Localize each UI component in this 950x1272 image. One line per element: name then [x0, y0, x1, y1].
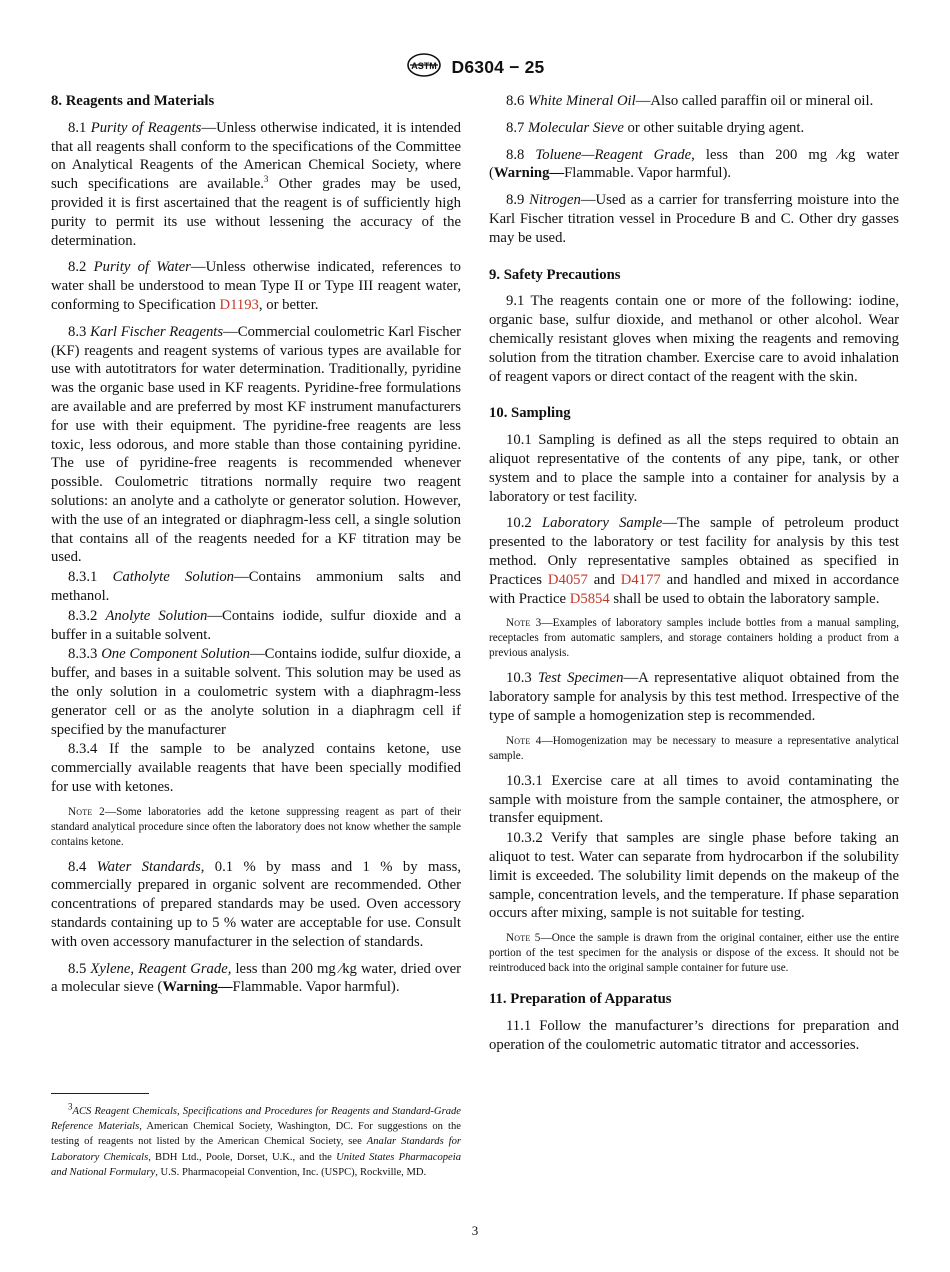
para-8-3-2: 8.3.2 Anolyte Solution—Contains iodide, sulfur dioxide and a buffer in a suitable solvent.	[51, 607, 462, 643]
para-8-6: 8.6 White Mineral Oil—Also called paraffin oil or mineral oil.	[506, 93, 874, 109]
left-column	[51, 92, 461, 1005]
para-8-3: 8.3 Karl Fischer Reagents—Commercial coulometric Karl Fischer (KF) reagents and reagent systems of various types are available for use with autotitrators for water determination. Traditionally, pyridine was the organic base used in KF reagents. Pyridine-free formulations are available and are preferred by most KF instrument manufacturers for use with their equipment. The pyridine-free reagents are less toxic, less odorous, and more stable than those containing pyridine. The use of pyridine-free reagents is recommended whenever possible. Coulometric titrations normally require two reagent solutions: an anolyte and a catholyte or generator solution. However, with the use of an integrated or diaphragm-less cell, a single solution that contains all of the reagents needed for a KF titration may be used.	[51, 323, 461, 566]
section-9-heading: 9. Safety Precautions	[489, 266, 621, 283]
footnote-divider	[51, 1093, 149, 1094]
para-11-1: 11.1 Follow the manufacturer’s directions for preparation and operation of the coulometric automatic titrator and accessories.	[489, 1017, 899, 1053]
footnote-3: $^3$ACS Reagent Chemicals, Specifications and Procedures for Reagents and Standard-Grade Reference Materials, American Chemical Society, Washington, DC. For suggestions on the testing of reagents not listed by the American Chemical Society, see Analar Standards for Laboratory Chemicals, BDH Ltd., Poole, Dorset, U.K., and the United States Pharmacopeia and National Formulary, U.S. Pharmacopeial Convention, Inc. (USPC), Rockville, MD.	[51, 1101, 462, 1178]
para-8-3-3: 8.3.3 One Component Solution—Contains iodide, sulfur dioxide, a buffer, and bases in a suitable solvent. This solution may be used as the only solution in a coulometric system with a diaphragm-less generator cell or as the anolyte solution in a diaphragm cell if specified by the manufacturer	[51, 646, 462, 738]
para-8-3-1: 8.3.1 Catholyte Solution—Contains ammonium salts and methanol.	[51, 569, 461, 604]
link-d4057[interactable]: D4057	[547, 571, 588, 588]
astm-logo-icon	[406, 52, 442, 83]
document-number: D6304 − 25	[451, 57, 545, 77]
note-3: Note 3—Examples of laboratory samples include bottles from a manual sampling, receptacles from automatic samplers, and storage containers holding a product from a previous analysis.	[489, 617, 899, 660]
para-8-3-4: 8.3.4 If the sample to be analyzed contains ketone, use commercially available reagents that have been specially modified for use with ketones.	[51, 741, 461, 795]
para-10-1: 10.1 Sampling is defined as all the steps required to obtain an aliquot representative of the contents of any pipe, tank, or other system and to place the sample into a container for analysis by a laboratory or test facility.	[489, 432, 899, 505]
link-d4177[interactable]: D4177	[620, 571, 661, 588]
page-number: 3	[471, 1223, 479, 1238]
link-d5854[interactable]: D5854	[569, 590, 610, 607]
footnote-ref-3[interactable]: 3	[263, 174, 269, 185]
para-8-8: 8.8 Toluene—Reagent Grade, less than 200 mg ⁄kg water (Warning—Flammable. Vapor harmful).	[489, 146, 900, 182]
para-8-2: 8.2 Purity of Water—Unless otherwise indicated, references to water shall be understood to mean Type II or Type III reagent water, conforming to Specification D1193, or better.	[51, 259, 461, 313]
para-8-1: 8.1 Purity of Reagents—Unless otherwise indicated, it is intended that all reagents shall conform to the specifications of the Committee on Analytical Reagents of the American Chemical Society, where such specifications are available.$^3$ Other grades may be used, provided it is first ascertained that the reagent is of sufficiently high purity to permit its use without lessening the accuracy of the determination.	[51, 119, 461, 249]
page-header	[0, 52, 950, 83]
para-10-3-2: 10.3.2 Verify that samples are single phase before taking an aliquot to test. Water can separate from hydrocarbon if the solubility limit is exceeded. The solubility limit depends on the makeup of the sample, concentration levels, and the temperature. If phase separation occurs after mixing, sample is not suitable for testing.	[489, 830, 899, 922]
note-4: Note 4—Homogenization may be necessary to measure a representative analytical sample.	[489, 734, 899, 762]
para-10-3: 10.3 Test Specimen—A representative aliquot obtained from the laboratory sample for analysis by this test method. Irrespective of the type of sample a homogenization step is recommended.	[489, 670, 899, 724]
para-10-2: 10.2 Laboratory Sample—The sample of petroleum product presented to the laboratory or test facility for analysis by this test method. Only representative samples obtained as specified in Practices D4057 and D4177 and handled and mixed in accordance with Practice D5854 shall be used to obtain the laboratory sample.	[489, 515, 900, 607]
para-8-4: 8.4 Water Standards, 0.1 % by mass and 1 % by mass, commercially prepared in organic solvent are recommended. Other concentrations of prepared standards may be used. Oven accessory standards containing up to 5 % water are acceptable for use. Consult with oven accessory manufacturer in the selection of standards.	[51, 858, 462, 950]
right-column	[489, 92, 899, 1062]
link-d1193[interactable]: D1193	[219, 296, 259, 313]
para-10-3-1: 10.3.1 Exercise care at all times to avoid contaminating the sample with moisture from the sample container, the atmosphere, or transfer equipment.	[489, 772, 899, 827]
note-5: Note 5—Once the sample is drawn from the original container, either use the entire portion of the test specimen for the analysis or dispose of the excess. It should not be reintroduced back into the original sample container for future use.	[489, 932, 899, 975]
section-11-heading: 11. Preparation of Apparatus	[489, 991, 672, 1008]
section-10-heading: 10. Sampling	[489, 405, 571, 422]
para-8-5: 8.5 Xylene, Reagent Grade, less than 200 mg ⁄kg water, dried over a molecular sieve (Warning—Flammable. Vapor harmful).	[51, 960, 462, 996]
para-9-1: 9.1 The reagents contain one or more of the following: iodine, organic base, sulfur dioxide, and methanol or other alcohol. Wear chemically resistant gloves when mixing the reagents and removing solution from the titration chamber. Exercise care to avoid inhalation of reagent vapors or direct contact of the reagent with the skin.	[489, 293, 899, 385]
note-2: Note 2—Some laboratories add the ketone suppressing reagent as part of their standard analytical procedure since often the laboratory does not know whether the sample contains ketone.	[51, 805, 461, 848]
section-8-heading: 8. Reagents and Materials	[51, 93, 215, 109]
astm-logo-text: ASTM	[410, 61, 437, 71]
para-8-7: 8.7 Molecular Sieve or other suitable drying agent.	[506, 119, 805, 136]
para-8-9: 8.9 Nitrogen—Used as a carrier for transferring moisture into the Karl Fischer titration vessel in Procedure B and C. Other dry gasses may be used.	[489, 192, 900, 246]
